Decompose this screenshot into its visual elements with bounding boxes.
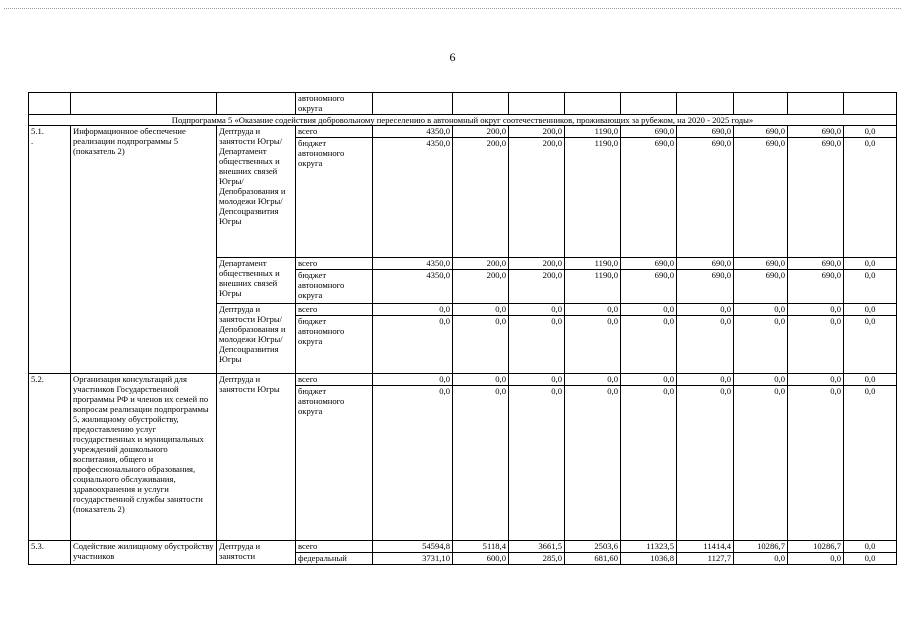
value-cell: 3661,5: [509, 541, 565, 553]
value-cell: 0,0: [621, 374, 677, 386]
value-cell: 0,0: [453, 304, 509, 316]
budget-table: [28, 92, 897, 565]
value-cell: 200,0: [453, 270, 509, 304]
value-cell: 1190,0: [565, 258, 621, 270]
value-cell: 0,0: [844, 126, 897, 138]
executor-cell: Дептруда и занятости Югры/Департамент общественных и внешних связей Югры/Депобразования и молодежи Югры/Депсоцразвития Югры: [217, 126, 296, 258]
table-row: [29, 541, 897, 553]
item-name: Информационное обеспечение реализации подпрограммы 5 (показатель 2): [71, 126, 217, 374]
executor-cell: Департамент общественных и внешних связей Югры: [217, 258, 296, 304]
value-cell: 690,0: [677, 138, 734, 258]
value-cell: 690,0: [677, 126, 734, 138]
item-name: Содействие жилищному обустройству участников: [71, 541, 217, 565]
value-cell: 0,0: [844, 541, 897, 553]
value-cell: 690,0: [621, 138, 677, 258]
value-cell: 10286,7: [788, 541, 844, 553]
value-cell: 0,0: [788, 316, 844, 374]
value-cell: 690,0: [734, 126, 788, 138]
value-cell: 690,0: [734, 138, 788, 258]
funding-source: всего: [296, 374, 373, 386]
value-cell: 0,0: [788, 374, 844, 386]
cell: [677, 93, 734, 115]
funding-source: всего: [296, 304, 373, 316]
cell: [844, 93, 897, 115]
value-cell: 690,0: [788, 270, 844, 304]
funding-source: бюджет автономного округа: [296, 270, 373, 304]
value-cell: 0,0: [734, 374, 788, 386]
value-cell: 0,0: [734, 553, 788, 565]
executor-cell: Дептруда и занятости Югры: [217, 374, 296, 541]
value-cell: 0,0: [565, 374, 621, 386]
table-body: [29, 93, 897, 565]
value-cell: 3731,10: [373, 553, 453, 565]
value-cell: 0,0: [788, 304, 844, 316]
executor-cell: Дептруда и занятости: [217, 541, 296, 565]
value-cell: 0,0: [453, 316, 509, 374]
value-cell: 1127,7: [677, 553, 734, 565]
funding-source: всего: [296, 126, 373, 138]
value-cell: 690,0: [677, 270, 734, 304]
value-cell: 0,0: [844, 304, 897, 316]
value-cell: 0,0: [373, 304, 453, 316]
cell: [734, 93, 788, 115]
value-cell: 0,0: [844, 316, 897, 374]
value-cell: 0,0: [844, 374, 897, 386]
value-cell: 285,0: [509, 553, 565, 565]
cell: [565, 93, 621, 115]
value-cell: 0,0: [677, 304, 734, 316]
value-cell: 11323,5: [621, 541, 677, 553]
funding-source: бюджет автономного округа: [296, 138, 373, 258]
value-cell: 1190,0: [565, 138, 621, 258]
funding-source: бюджет автономного округа: [296, 316, 373, 374]
item-number: [29, 374, 71, 541]
subprogram-title-row: [29, 115, 897, 126]
value-cell: 600,0: [453, 553, 509, 565]
value-cell: 0,0: [509, 374, 565, 386]
value-cell: 10286,7: [734, 541, 788, 553]
value-cell: 681,60: [565, 553, 621, 565]
funding-source: всего: [296, 541, 373, 553]
cell: [71, 93, 217, 115]
value-cell: 2503,6: [565, 541, 621, 553]
item-number-text: 5.2.: [31, 374, 44, 384]
value-cell: 0,0: [621, 316, 677, 374]
source-cell: автономного округа: [296, 93, 373, 115]
cell: [373, 93, 453, 115]
value-cell: 0,0: [788, 386, 844, 541]
value-cell: 200,0: [453, 258, 509, 270]
value-cell: 0,0: [844, 270, 897, 304]
item-name: Организация консультаций для участников Государственной программы РФ и членов их семей по вопросам реализации подпрограммы 5, жилищному обустройству, предоставлению услуг государственных и муниципальных учреждений дошкольного воспитания, общего и профессионального образования, социального обслуживания, здравоохранения и услуги государственной службы занятости (показатель 2): [71, 374, 217, 541]
cell: [621, 93, 677, 115]
item-number-mark: .: [31, 136, 34, 146]
value-cell: 690,0: [621, 270, 677, 304]
value-cell: 4350,0: [373, 138, 453, 258]
value-cell: 54594,8: [373, 541, 453, 553]
value-cell: 0,0: [509, 304, 565, 316]
value-cell: 0,0: [844, 553, 897, 565]
value-cell: 0,0: [509, 386, 565, 541]
value-cell: 0,0: [621, 386, 677, 541]
value-cell: 0,0: [844, 258, 897, 270]
value-cell: 1190,0: [565, 270, 621, 304]
value-cell: 0,0: [373, 316, 453, 374]
value-cell: 11414,4: [677, 541, 734, 553]
cell: [788, 93, 844, 115]
value-cell: 1190,0: [565, 126, 621, 138]
value-cell: 4350,0: [373, 270, 453, 304]
table-row: [29, 126, 897, 138]
value-cell: 0,0: [565, 316, 621, 374]
top-dotted-line: [4, 8, 901, 9]
value-cell: 0,0: [677, 374, 734, 386]
value-cell: 0,0: [734, 316, 788, 374]
value-cell: 0,0: [509, 316, 565, 374]
funding-source: бюджет автономного округа: [296, 386, 373, 541]
value-cell: 4350,0: [373, 126, 453, 138]
value-cell: 690,0: [788, 126, 844, 138]
value-cell: 200,0: [509, 258, 565, 270]
value-cell: 0,0: [373, 386, 453, 541]
value-cell: 0,0: [788, 553, 844, 565]
value-cell: 690,0: [621, 258, 677, 270]
item-number: [29, 126, 71, 374]
cell: [453, 93, 509, 115]
value-cell: 0,0: [565, 304, 621, 316]
value-cell: 200,0: [453, 138, 509, 258]
item-number-text: 5.3.: [31, 541, 44, 551]
page-number: 6: [449, 50, 456, 64]
cell: [29, 93, 71, 115]
value-cell: 200,0: [509, 138, 565, 258]
subprogram-title: Подпрограмма 5 «Оказание содействия добровольному переселению в автономный округ соотечественников, проживающих за рубежом, на 2020 - 2025 годы»: [29, 115, 897, 126]
value-cell: 690,0: [734, 270, 788, 304]
value-cell: 0,0: [373, 374, 453, 386]
value-cell: 4350,0: [373, 258, 453, 270]
value-cell: 690,0: [788, 258, 844, 270]
value-cell: 0,0: [453, 374, 509, 386]
value-cell: 0,0: [734, 304, 788, 316]
funding-source: всего: [296, 258, 373, 270]
header-continuation-row: [29, 93, 897, 115]
cell: [217, 93, 296, 115]
value-cell: 690,0: [734, 258, 788, 270]
item-number: [29, 541, 71, 565]
value-cell: 0,0: [844, 138, 897, 258]
table-row: [29, 374, 897, 386]
value-cell: 0,0: [677, 316, 734, 374]
value-cell: 690,0: [677, 258, 734, 270]
value-cell: 690,0: [788, 138, 844, 258]
value-cell: 0,0: [844, 386, 897, 541]
cell: [509, 93, 565, 115]
funding-source: федеральный: [296, 553, 373, 565]
value-cell: 0,0: [453, 386, 509, 541]
value-cell: 200,0: [453, 126, 509, 138]
value-cell: 0,0: [621, 304, 677, 316]
executor-cell: Дептруда и занятости Югры/Депобразования и молодежи Югры/Депсоцразвития Югры: [217, 304, 296, 374]
value-cell: 690,0: [621, 126, 677, 138]
value-cell: 1036,8: [621, 553, 677, 565]
value-cell: 200,0: [509, 126, 565, 138]
item-number-text: 5.1.: [31, 126, 44, 136]
value-cell: 0,0: [677, 386, 734, 541]
value-cell: 0,0: [734, 386, 788, 541]
value-cell: 0,0: [565, 386, 621, 541]
value-cell: 5118,4: [453, 541, 509, 553]
value-cell: 200,0: [509, 270, 565, 304]
